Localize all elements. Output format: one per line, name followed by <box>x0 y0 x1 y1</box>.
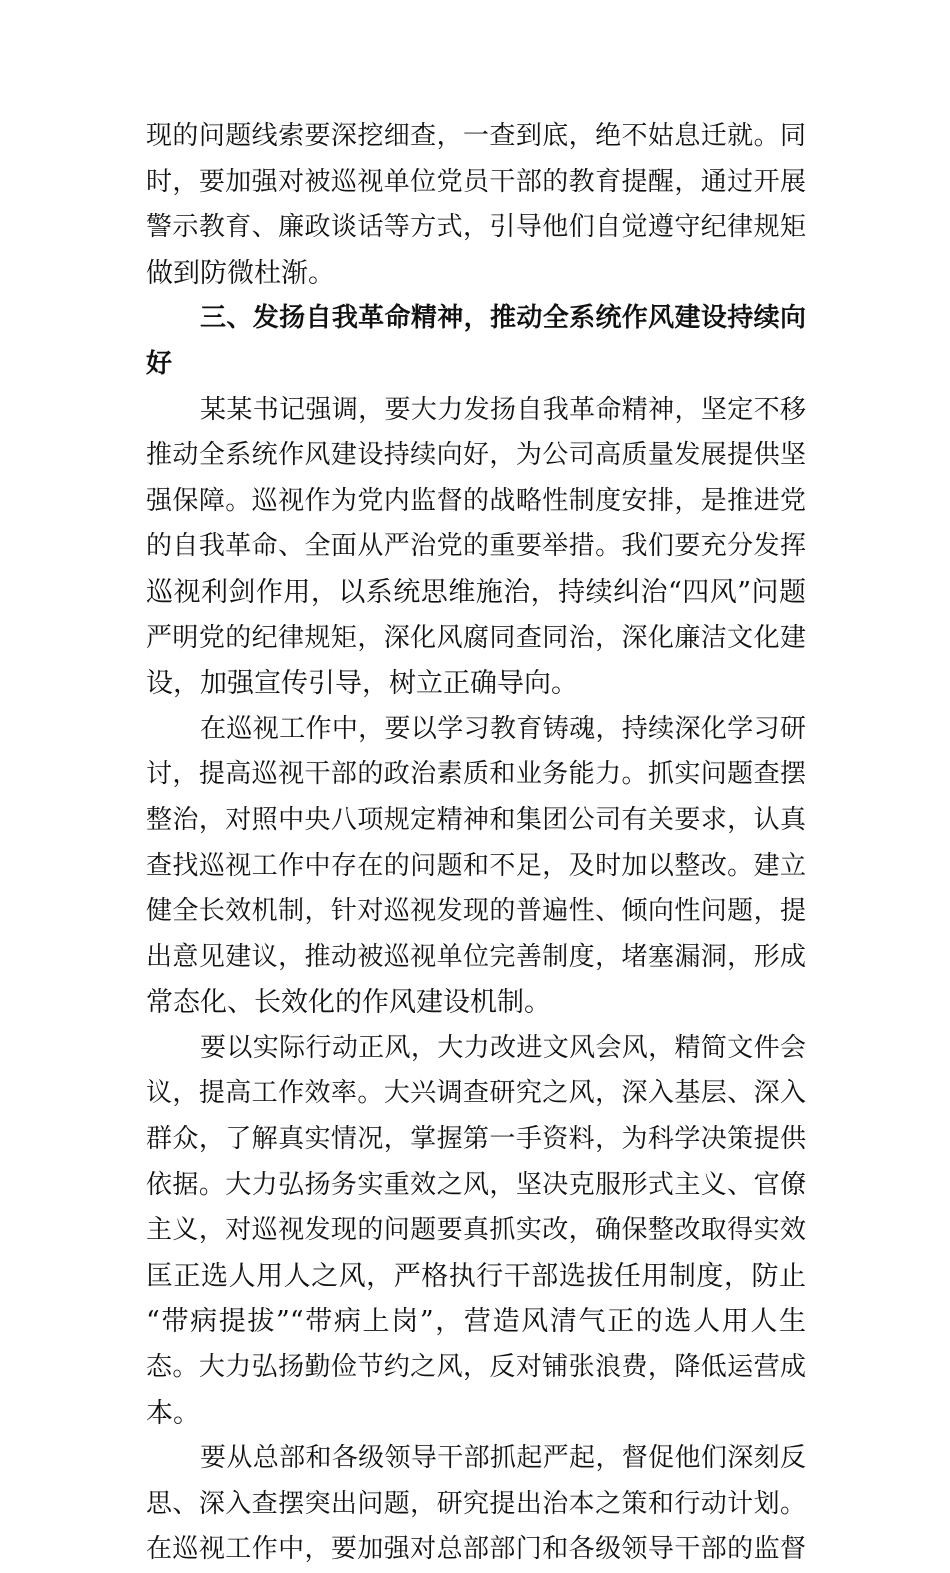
text-line: 警示教育、廉政谈话等方式，引导他们自觉遵守纪律规矩 <box>146 212 806 243</box>
text-line: 常态化、长效化的作风建设机制。 <box>146 987 551 1019</box>
paragraph <box>146 1436 806 1573</box>
text-line: 要从总部和各级领导干部抓起严起，督促他们深刻反 <box>200 1443 806 1474</box>
text-line: 本。 <box>146 1397 200 1429</box>
text-line: 整治，对照中央八项规定精神和集团公司有关要求，认真 <box>146 804 806 835</box>
text-line: 查找巡视工作中存在的问题和不足，及时加以整改。建立 <box>146 850 806 881</box>
paragraph-continuation <box>146 114 806 296</box>
text-line: 强保障。巡视作为党内监督的战略性制度安排，是推进党 <box>146 485 806 516</box>
text-line: 议，提高工作效率。大兴调查研究之风，深入基层、深入 <box>146 1078 806 1109</box>
text-line: 现的问题线索要深挖细查，一查到底，绝不姑息迁就。同 <box>146 121 806 151</box>
text-line: 严明党的纪律规矩，深化风腐同查同治，深化廉洁文化建 <box>146 622 806 653</box>
text-line: 依据。大力弘扬务实重效之风，坚决克服形式主义、官僚 <box>146 1169 806 1200</box>
text-line: 主义，对巡视发现的问题要真抓实改，确保整改取得实效 <box>146 1215 806 1246</box>
text-line: 要以实际行动正风，大力改进文风会风，精简文件会 <box>200 1032 806 1063</box>
text-line: 在巡视工作中，要加强对总部部门和各级领导干部的监督 <box>146 1534 806 1565</box>
heading-line: 好 <box>146 348 173 379</box>
text-line: 某某书记强调，要大力发扬自我革命精神，坚定不移 <box>200 394 806 425</box>
text-line: 思、深入查摆突出问题，研究提出治本之策和行动计划。 <box>146 1488 806 1519</box>
text-line: 出意见建议，推动被巡视单位完善制度，堵塞漏洞，形成 <box>146 941 806 972</box>
text-line: 时，要加强对被巡视单位党员干部的教育提醒，通过开展 <box>146 166 806 197</box>
text-line: 群众，了解真实情况，掌握第一手资料，为科学决策提供 <box>146 1124 806 1155</box>
text-line: 设，加强宣传引导，树立正确导向。 <box>146 668 578 700</box>
text-line: 健全长效机制，针对巡视发现的普遍性、倾向性问题，提 <box>146 896 806 927</box>
text-line: 态。大力弘扬勤俭节约之风，反对铺张浪费，降低运营成 <box>146 1352 806 1383</box>
text-line: 在巡视工作中，要以学习教育铸魂，持续深化学习研 <box>200 713 806 744</box>
text-line: 做到防微杜渐。 <box>146 257 335 289</box>
text-line: 巡视利剑作用，以系统思维施治，持续纠治“四风”问题 <box>146 576 806 608</box>
text-line: 讨，提高巡视干部的政治素质和业务能力。抓实问题查摆 <box>146 759 806 790</box>
paragraph <box>146 1026 806 1436</box>
text-line: 的自我革命、全面从严治党的重要举措。我们要充分发挥 <box>146 531 806 562</box>
document-body <box>146 114 806 1573</box>
heading-line: 三、发扬自我革命精神，推动全系统作风建设持续向 <box>200 303 806 334</box>
paragraph <box>146 707 806 1026</box>
section-heading <box>146 296 806 387</box>
text-line: 推动全系统作风建设持续向好，为公司高质量发展提供坚 <box>146 440 806 471</box>
text-line: “带病提拔”“带病上岗”，营造风清气正的选人用人生 <box>146 1306 806 1338</box>
text-line: 匡正选人用人之风，严格执行干部选拔任用制度，防止 <box>146 1260 806 1292</box>
paragraph <box>146 388 806 707</box>
